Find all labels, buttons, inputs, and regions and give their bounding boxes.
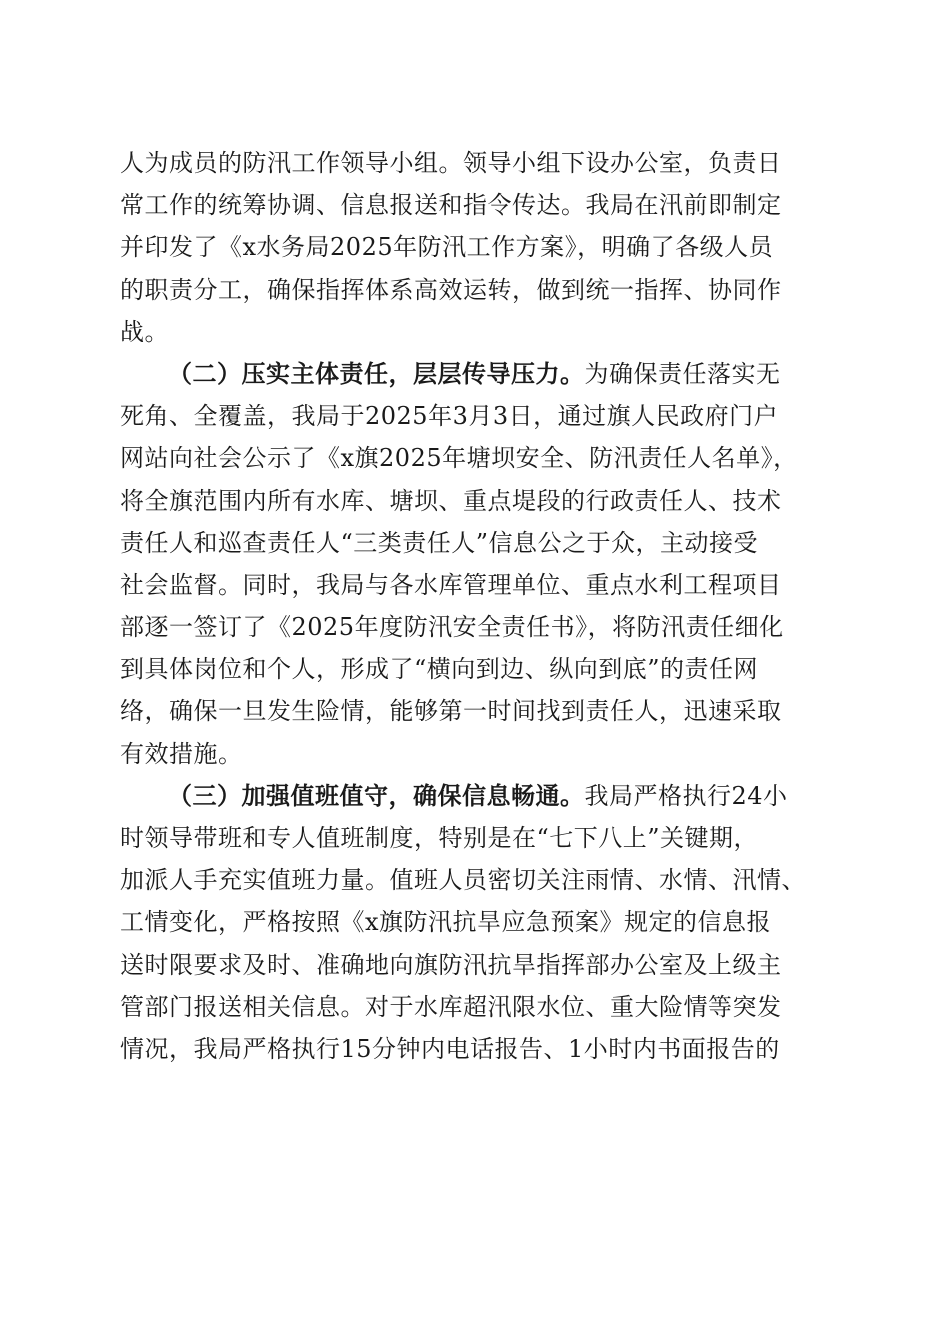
text-line: 有效措施。 [120,739,243,768]
text-line: 常工作的统筹协调、信息报送和指令传达。我局在汛前即制定 [120,191,782,220]
paragraph-duty-watch [120,775,832,1070]
text-line: 加派人手充实值班力量。值班人员密切关注雨情、水情、汛情、 [120,866,806,895]
text-line: 络，确保一旦发生险情，能够第一时间找到责任人，迅速采取 [120,697,782,726]
paragraph-responsibility [120,353,832,775]
section-heading: （二）压实主体责任，层层传导压力。 [168,358,585,388]
text-line: 的职责分工，确保指挥体系高效运转，做到统一指挥、协同作 [120,275,782,304]
section-heading: （三）加强值班值守，确保信息畅通。 [168,780,585,810]
text-line [120,353,832,395]
text-run: 我局严格执行24小 [584,781,788,810]
text-line: 将全旗范围内所有水库、塘坝、重点堤段的行政责任人、技术 [120,486,782,515]
text-line: 部逐一签订了《2025年度防汛安全责任书》，将防汛责任细化 [120,613,784,642]
text-run: 为确保责任落实无 [584,359,781,388]
text-line: 工情变化，严格按照《x旗防汛抗旱应急预案》规定的信息报 [120,908,772,937]
document-body [120,142,832,1070]
text-line: 网站向社会公示了《x旗2025年塘坝安全、防汛责任人名单》， [120,444,798,473]
text-line: 情况，我局严格执行15分钟内电话报告、1小时内书面报告的 [120,1034,780,1063]
text-line: 人为成员的防汛工作领导小组。领导小组下设办公室，负责日 [120,149,782,177]
text-line: 社会监督。同时，我局与各水库管理单位、重点水利工程项目 [120,570,782,599]
text-line: 并印发了《x水务局2025年防汛工作方案》，明确了各级人员 [120,233,774,262]
text-line: 时领导带班和专人值班制度，特别是在“七下八上”关键期， [120,824,759,852]
text-line: 管部门报送相关信息。对于水库超汛限水位、重大险情等突发 [120,992,782,1021]
text-line [120,775,832,817]
text-line: 死角、全覆盖，我局于2025年3月3日，通过旗人民政府门户 [120,402,779,431]
text-line: 责任人和巡查责任人“三类责任人”信息公之于众，主动接受 [120,528,759,557]
text-line: 战。 [120,317,169,346]
paragraph-leadership-group [120,142,832,353]
text-line: 到具体岗位和个人，形成了“横向到边、纵向到底”的责任网 [120,655,759,684]
text-line: 送时限要求及时、准确地向旗防汛抗旱指挥部办公室及上级主 [120,950,782,979]
